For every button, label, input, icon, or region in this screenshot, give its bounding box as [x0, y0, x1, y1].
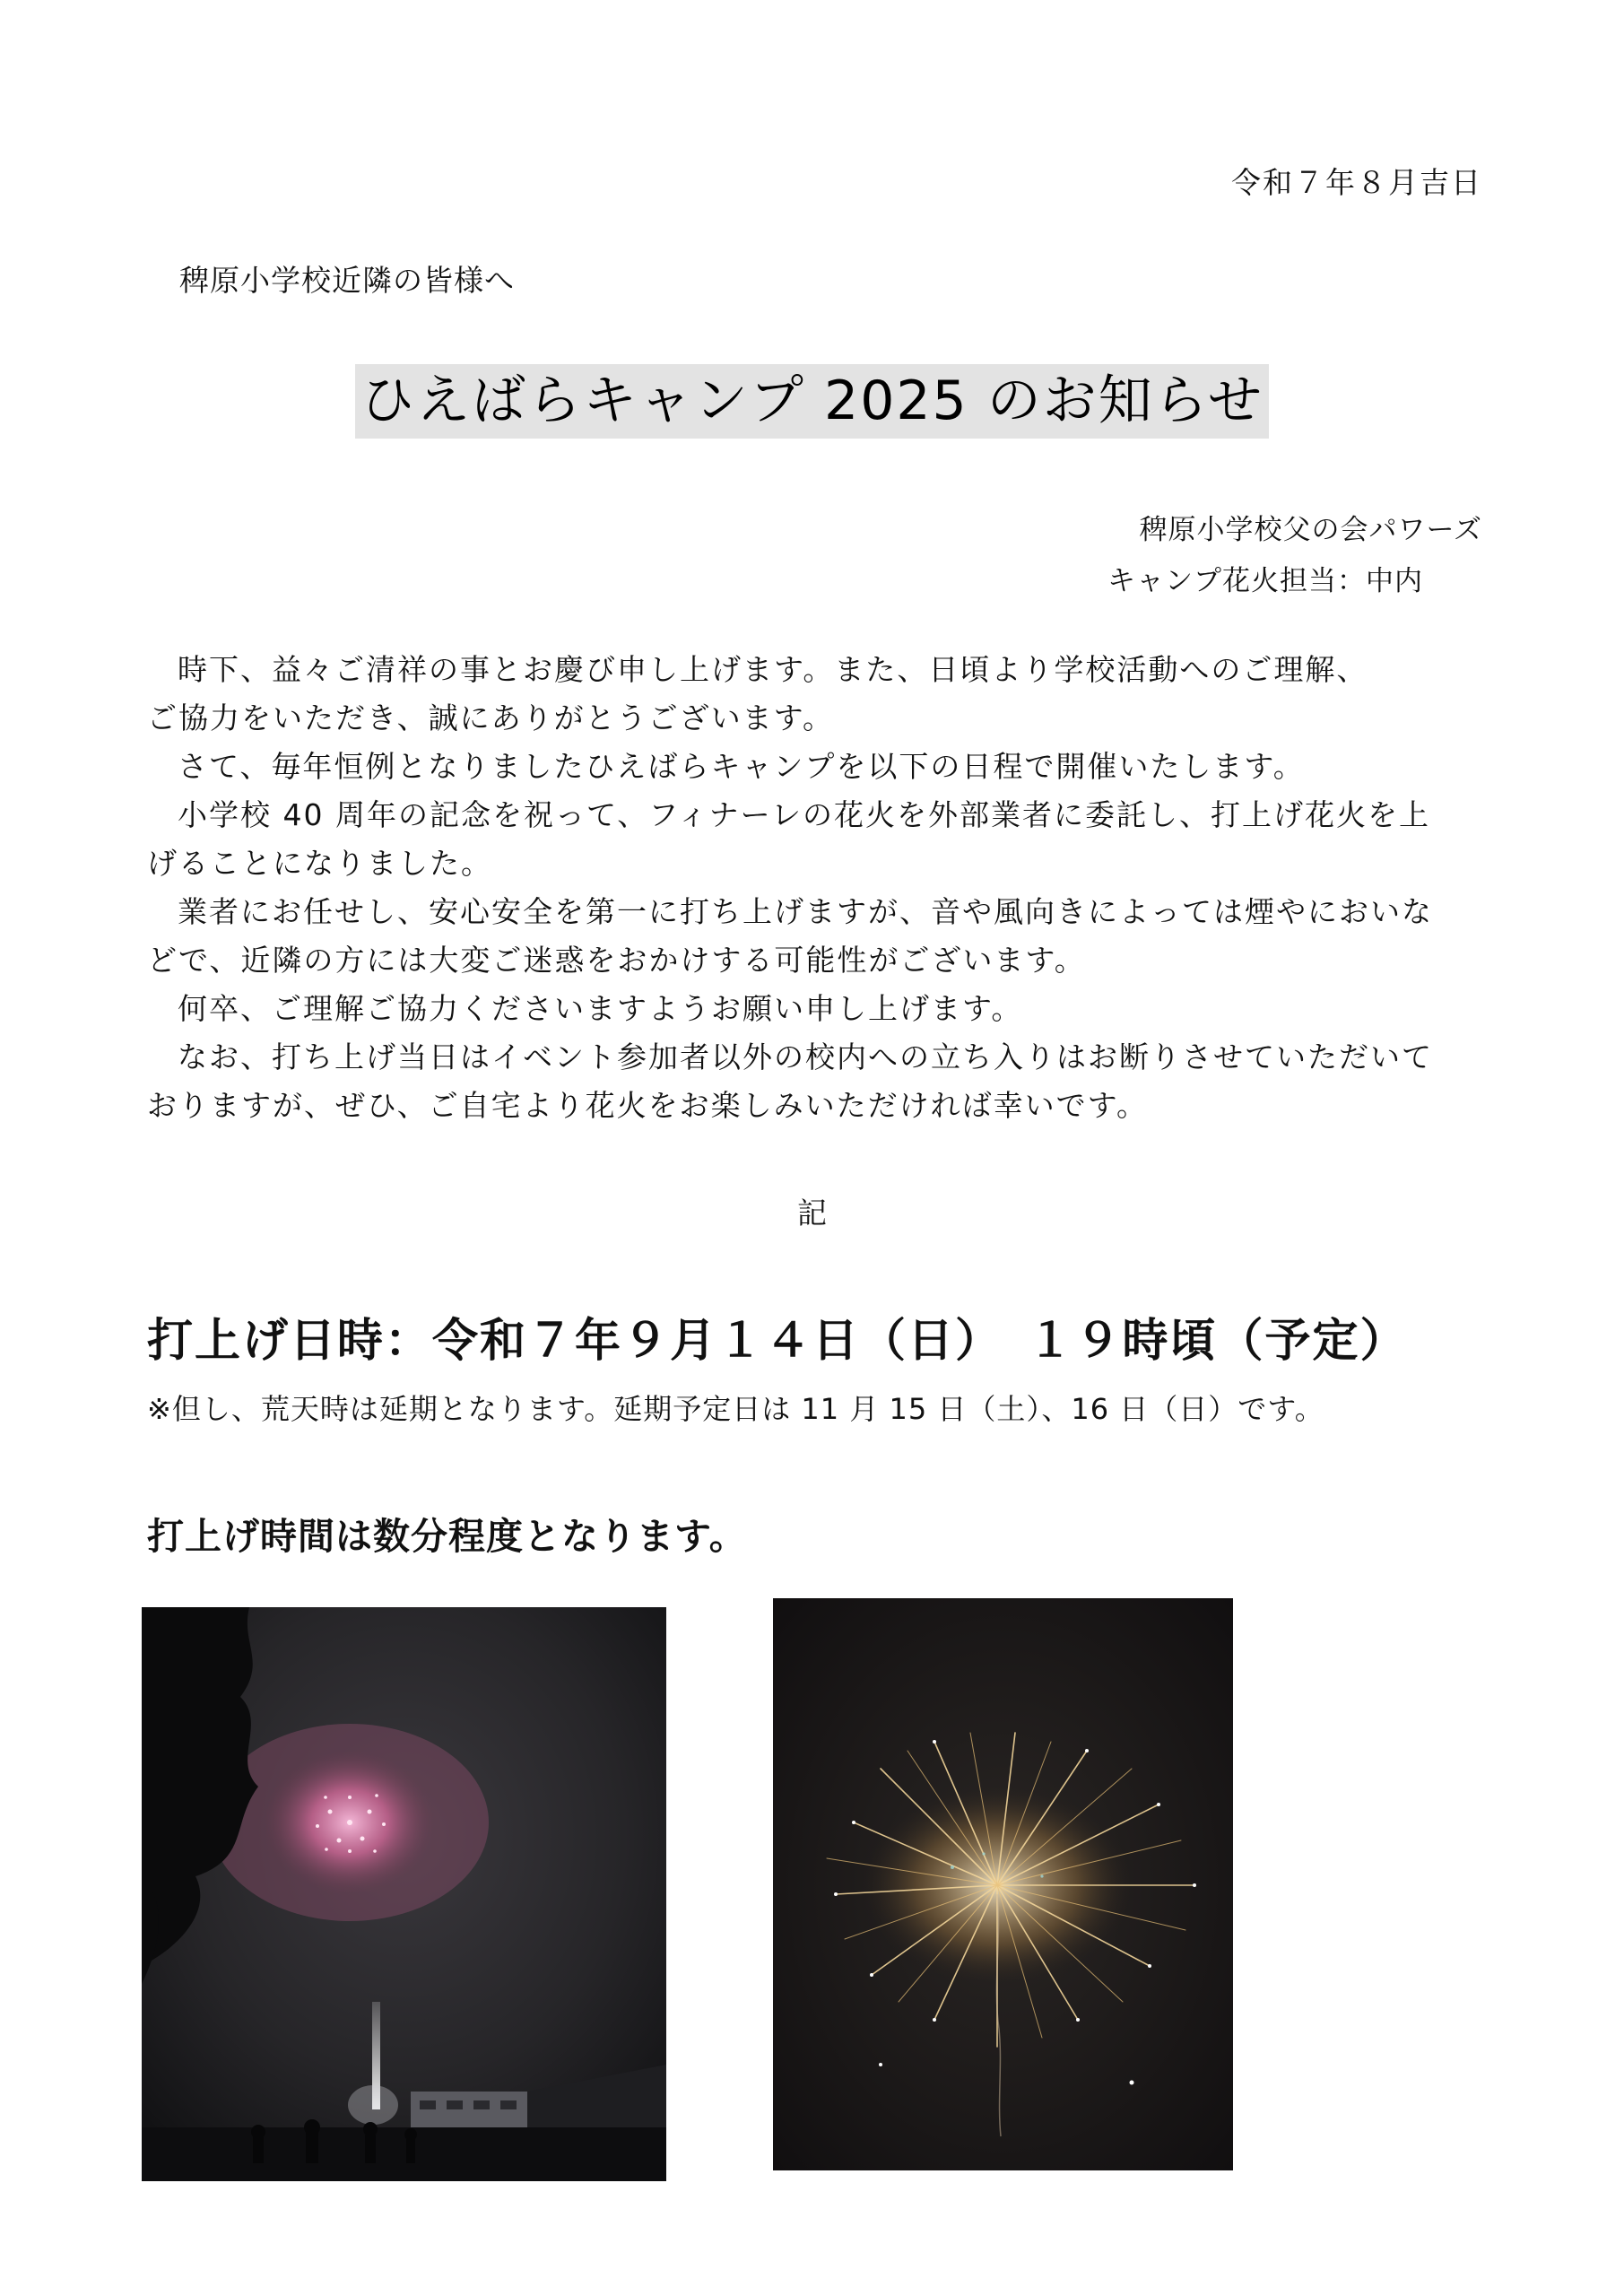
fireworks-photo-pink	[142, 1607, 666, 2181]
body-line: なお、打ち上げ当日はイベント参加者以外の校内への立ち入りはお断りさせていただいて	[178, 1039, 1433, 1074]
sender-contact: キャンプ花火担当：中内	[1107, 565, 1423, 597]
body-line: 業者にお任せし、安心安全を第一に打ち上げますが、音や風向きによっては煙やにおいな	[178, 894, 1433, 929]
body-line: げることになりました。	[147, 846, 492, 881]
body-line: どで、近隣の方には大変ご迷惑をおかけする可能性がございます。	[147, 943, 1086, 978]
body-line: ご協力をいただき、誠にありがとうございます。	[147, 700, 835, 735]
title-container	[0, 364, 1624, 439]
body-line: おりますが、ぜひ、ご自宅より花火をお楽しみいただければ幸いです。	[147, 1088, 1149, 1123]
body-line: 小学校 40 周年の記念を祝って、フィナーレの花火を外部業者に委託し、打上げ花火を上	[178, 797, 1431, 832]
launch-datetime: 打上げ日時：令和７年９月１４日（日） １９時頃（予定）	[147, 1315, 1408, 1368]
body-line: 時下、益々ご清祥の事とお慶び申し上げます。また、日頃より学校活動へのご理解、	[178, 652, 1368, 687]
fireworks-photo-gold	[773, 1598, 1233, 2170]
body-line: さて、毎年恒例となりましたひえばらキャンプを以下の日程で開催いたします。	[178, 749, 1305, 784]
body-text	[147, 646, 1483, 1130]
body-line: 何卒、ご理解ご協力くださいますようお願い申し上げます。	[178, 991, 1023, 1026]
document-title: ひえばらキャンプ 2025 のお知らせ	[355, 364, 1269, 439]
sender-organization: 稗原小学校父の会パワーズ	[1139, 514, 1482, 546]
record-mark: 記	[797, 1196, 827, 1231]
duration-note: 打上げ時間は数分程度となります。	[147, 1515, 747, 1558]
document-date: 令和７年８月吉日	[1231, 165, 1482, 200]
fireworks-photo-pink-image	[142, 1607, 666, 2181]
postponement-note: ※但し、荒天時は延期となります。延期予定日は 11 月 15 日（土）、16 日（日）です。	[147, 1392, 1324, 1426]
fireworks-photo-gold-image	[773, 1598, 1233, 2170]
recipient-line: 稗原小学校近隣の皆様へ	[179, 263, 515, 298]
